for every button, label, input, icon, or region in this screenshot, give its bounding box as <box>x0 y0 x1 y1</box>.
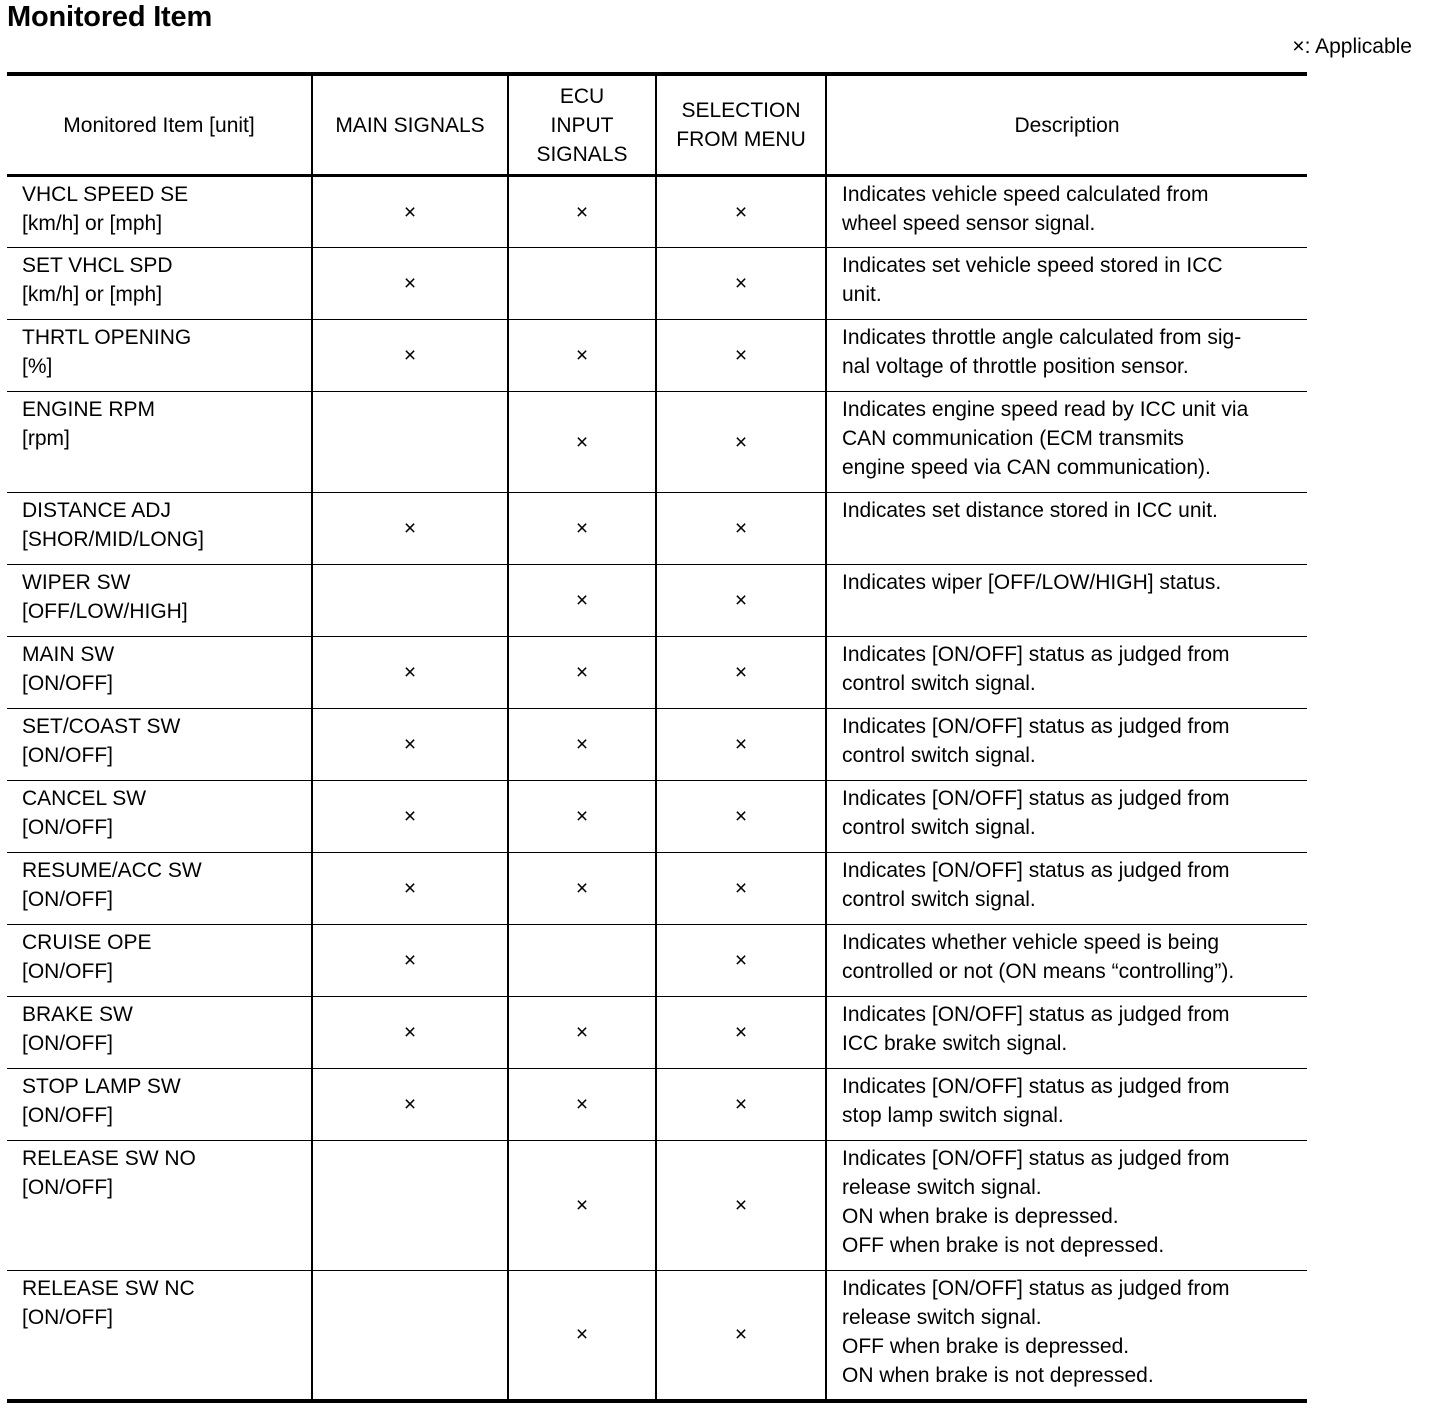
main-signals-mark: × <box>312 1069 508 1141</box>
description-cell: Indicates set distance stored in ICC unit. <box>826 493 1307 565</box>
selection-from-menu-mark: × <box>656 493 826 565</box>
item-name: VHCL SPEED SE <box>22 183 189 206</box>
selection-from-menu-mark: × <box>656 176 826 248</box>
item-unit: [ON/OFF] <box>22 1176 113 1199</box>
ecu-input-signals-mark <box>508 248 656 320</box>
ecu-input-signals-mark: × <box>508 853 656 925</box>
item-name: SET/COAST SW <box>22 715 181 738</box>
monitored-item-cell <box>7 565 312 637</box>
monitored-item-cell <box>7 1069 312 1141</box>
table-header-row <box>7 74 1307 176</box>
selection-from-menu-mark: × <box>656 248 826 320</box>
table-row <box>7 1141 1307 1271</box>
selection-from-menu-mark: × <box>656 709 826 781</box>
item-unit: [ON/OFF] <box>22 960 113 983</box>
table-row <box>7 853 1307 925</box>
description-cell: Indicates [ON/OFF] status as judged from control switch signal. <box>826 853 1307 925</box>
ecu-input-signals-mark <box>508 925 656 997</box>
monitored-item-cell <box>7 709 312 781</box>
header-main-signals: MAIN SIGNALS <box>312 74 508 176</box>
item-name: ENGINE RPM <box>22 398 156 421</box>
ecu-input-signals-mark: × <box>508 176 656 248</box>
legend-text: : Applicable <box>1304 35 1412 58</box>
ecu-input-signals-mark: × <box>508 781 656 853</box>
page-title: Monitored Item <box>7 1 213 33</box>
description-cell: Indicates vehicle speed calculated from wheel speed sensor signal. <box>826 176 1307 248</box>
item-unit: [ON/OFF] <box>22 1032 113 1055</box>
main-signals-mark: × <box>312 176 508 248</box>
applicable-mark-icon: × <box>1292 35 1305 58</box>
monitored-item-cell <box>7 493 312 565</box>
description-cell: Indicates [ON/OFF] status as judged from ICC brake switch signal. <box>826 997 1307 1069</box>
ecu-input-signals-mark: × <box>508 1271 656 1401</box>
selection-from-menu-mark: × <box>656 1271 826 1401</box>
monitored-item-cell <box>7 176 312 248</box>
item-unit: [OFF/LOW/HIGH] <box>22 600 188 623</box>
item-name: DISTANCE ADJ <box>22 499 171 522</box>
main-signals-mark: × <box>312 637 508 709</box>
header-description: Description <box>826 74 1307 176</box>
main-signals-mark: × <box>312 709 508 781</box>
item-name: SET VHCL SPD <box>22 254 173 277</box>
item-unit: [ON/OFF] <box>22 816 113 839</box>
description-cell: Indicates engine speed read by ICC unit via CAN communication (ECM transmits engine speed via CAN communication). <box>826 392 1307 493</box>
item-name: RELEASE SW NO <box>22 1147 196 1170</box>
monitored-item-cell <box>7 853 312 925</box>
table-row <box>7 709 1307 781</box>
description-cell: Indicates [ON/OFF] status as judged from control switch signal. <box>826 637 1307 709</box>
selection-from-menu-mark: × <box>656 565 826 637</box>
main-signals-mark: × <box>312 248 508 320</box>
table-row <box>7 997 1307 1069</box>
applicable-legend <box>1292 34 1412 60</box>
item-unit: [ON/OFF] <box>22 1306 113 1329</box>
selection-from-menu-mark: × <box>656 392 826 493</box>
item-unit: [ON/OFF] <box>22 1104 113 1127</box>
selection-from-menu-mark: × <box>656 997 826 1069</box>
selection-from-menu-mark: × <box>656 1141 826 1271</box>
item-name: CANCEL SW <box>22 787 147 810</box>
main-signals-mark <box>312 1271 508 1401</box>
monitored-item-cell <box>7 1141 312 1271</box>
table-row <box>7 248 1307 320</box>
item-unit: [SHOR/MID/LONG] <box>22 528 205 551</box>
table-row <box>7 637 1307 709</box>
description-cell: Indicates [ON/OFF] status as judged from stop lamp switch signal. <box>826 1069 1307 1141</box>
ecu-input-signals-mark: × <box>508 997 656 1069</box>
header-ecu-input-signals: ECU INPUT SIGNALS <box>508 74 656 176</box>
main-signals-mark: × <box>312 853 508 925</box>
monitored-item-table <box>7 72 1307 1403</box>
main-signals-mark: × <box>312 925 508 997</box>
selection-from-menu-mark: × <box>656 637 826 709</box>
table-row <box>7 781 1307 853</box>
table-row <box>7 1069 1307 1141</box>
monitored-item-cell <box>7 320 312 392</box>
main-signals-mark: × <box>312 493 508 565</box>
ecu-input-signals-mark: × <box>508 1141 656 1271</box>
item-name: MAIN SW <box>22 643 115 666</box>
ecu-input-signals-mark: × <box>508 637 656 709</box>
table-row <box>7 565 1307 637</box>
table-row <box>7 392 1307 493</box>
main-signals-mark: × <box>312 320 508 392</box>
description-cell: Indicates whether vehicle speed is being controlled or not (ON means “controlling”). <box>826 925 1307 997</box>
item-name: STOP LAMP SW <box>22 1075 181 1098</box>
item-unit: [km/h] or [mph] <box>22 283 163 306</box>
monitored-item-cell <box>7 637 312 709</box>
main-signals-mark: × <box>312 781 508 853</box>
header-selection-from-menu: SELECTION FROM MENU <box>656 74 826 176</box>
monitored-item-cell <box>7 248 312 320</box>
item-name: THRTL OPENING <box>22 326 192 349</box>
item-name: WIPER SW <box>22 571 131 594</box>
ecu-input-signals-mark: × <box>508 392 656 493</box>
main-signals-mark <box>312 1141 508 1271</box>
main-signals-mark <box>312 392 508 493</box>
item-name: RELEASE SW NC <box>22 1277 195 1300</box>
ecu-input-signals-mark: × <box>508 1069 656 1141</box>
monitored-item-cell <box>7 392 312 493</box>
selection-from-menu-mark: × <box>656 853 826 925</box>
item-unit: [ON/OFF] <box>22 744 113 767</box>
monitored-item-cell <box>7 781 312 853</box>
monitored-item-cell <box>7 1271 312 1401</box>
selection-from-menu-mark: × <box>656 925 826 997</box>
table-row <box>7 925 1307 997</box>
description-cell: Indicates [ON/OFF] status as judged from release switch signal. OFF when brake is depressed. ON when brake is not depressed. <box>826 1271 1307 1401</box>
item-name: CRUISE OPE <box>22 931 152 954</box>
item-name: RESUME/ACC SW <box>22 859 202 882</box>
description-cell: Indicates [ON/OFF] status as judged from control switch signal. <box>826 709 1307 781</box>
ecu-input-signals-mark: × <box>508 493 656 565</box>
item-unit: [%] <box>22 355 53 378</box>
description-cell: Indicates throttle angle calculated from sig- nal voltage of throttle position sensor. <box>826 320 1307 392</box>
table-row <box>7 1271 1307 1401</box>
description-cell: Indicates set vehicle speed stored in ICC unit. <box>826 248 1307 320</box>
table-row <box>7 320 1307 392</box>
item-unit: [km/h] or [mph] <box>22 212 163 235</box>
header-monitored-item: Monitored Item [unit] <box>7 74 312 176</box>
main-signals-mark: × <box>312 997 508 1069</box>
ecu-input-signals-mark: × <box>508 565 656 637</box>
table-row <box>7 493 1307 565</box>
item-unit: [ON/OFF] <box>22 672 113 695</box>
ecu-input-signals-mark: × <box>508 320 656 392</box>
description-cell: Indicates wiper [OFF/LOW/HIGH] status. <box>826 565 1307 637</box>
selection-from-menu-mark: × <box>656 1069 826 1141</box>
item-unit: [rpm] <box>22 427 70 450</box>
description-cell: Indicates [ON/OFF] status as judged from control switch signal. <box>826 781 1307 853</box>
table-row <box>7 176 1307 248</box>
ecu-input-signals-mark: × <box>508 709 656 781</box>
selection-from-menu-mark: × <box>656 781 826 853</box>
description-cell: Indicates [ON/OFF] status as judged from release switch signal. ON when brake is depressed. OFF when brake is not depressed. <box>826 1141 1307 1271</box>
item-name: BRAKE SW <box>22 1003 133 1026</box>
selection-from-menu-mark: × <box>656 320 826 392</box>
main-signals-mark <box>312 565 508 637</box>
monitored-item-cell <box>7 925 312 997</box>
item-unit: [ON/OFF] <box>22 888 113 911</box>
monitored-item-cell <box>7 997 312 1069</box>
